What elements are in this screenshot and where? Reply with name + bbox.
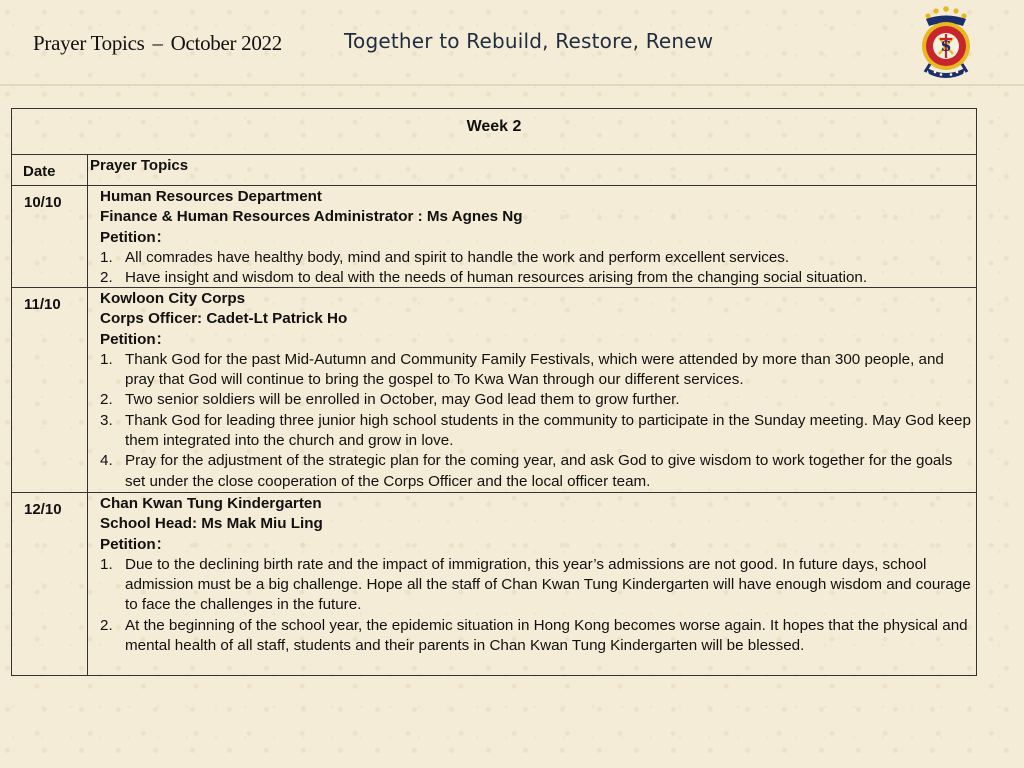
petition-list [100,555,972,656]
theme-heading: Together to Rebuild, Restore, Renew [344,29,714,53]
week-label: Week 2 [466,118,522,135]
entry-officer: Finance & Human Resources Administrator : Ms Agnes Ng [100,208,523,226]
entry-unit: Chan Kwan Tung Kindergarten [100,495,322,512]
petition-item: 2. Have insight and wisdom to deal with the needs of human resources arising from the changing social situation. [100,269,868,287]
petition-item: 4. Pray for the adjustment of the strategic plan for the coming year, and ask God to give wisdom to work together for the goals set under the close cooperation of the Corps Officer and the local officer team. [100,452,953,490]
entry-officer: School Head: Ms Mak Miu Ling [100,515,323,533]
prayer-entry [100,289,972,492]
petition-item: 1. Thank God for the past Mid-Autumn and Community Family Festivals, which were attended by more than 300 people, and pray that God will continue to bring the gospel to To Kwa Wan through our different services. [100,350,944,389]
petition-item: 3. Thank God for leading three junior high school students in the community to participate in the Sunday meeting. May God keep them integrated into the church and grow in love. [100,411,971,450]
entry-officer: Corps Officer: Cadet-Lt Patrick Ho [100,310,348,328]
petition-item: 1. All comrades have healthy body, mind and spirit to handle the work and perform excellent services. [100,248,790,266]
page-month: October 2022 [170,31,282,55]
header-title-group [33,31,282,56]
entry-petition-label: Petition： [100,535,171,553]
page-header [0,0,1024,86]
salvation-army-crest-icon [913,4,979,82]
column-header-topics: Prayer Topics [90,157,189,174]
svg-text:S: S [940,39,952,55]
title-separator: – [152,31,163,55]
column-header-date: Date [23,163,56,180]
petition-list [100,248,972,289]
divider [12,154,976,155]
prayer-table [11,108,977,676]
petition-item: 1. Due to the declining birth rate and the impact of immigration, this year’s admissions are not good. In future days, school admission must be a big challenge. Hope all the staff of Chan Kwan Tung Kindergarten will have enough wisdom and courage to face the challenges in the future. [100,555,971,614]
row-date: 10/10 [24,194,62,211]
entry-petition-label: Petition： [100,228,171,246]
page-title: Prayer Topics [33,31,145,55]
divider [12,492,976,493]
petition-list [100,350,972,492]
petition-item: 2. At the beginning of the school year, the epidemic situation in Hong Kong becomes worse again. It hopes that the physical and mental health of all staff, students and their parents in Chan Kwan Tung Kindergarten will be blessed. [100,616,968,655]
prayer-entry [100,494,972,656]
entry-petition-label: Petition： [100,330,171,348]
entry-unit: Human Resources Department [100,188,322,205]
prayer-entry [100,187,972,288]
divider [12,287,976,288]
petition-item: 2. Two senior soldiers will be enrolled in October, may God lead them to grow further. [100,391,680,409]
divider [12,185,976,186]
row-date: 12/10 [24,501,62,518]
entry-unit: Kowloon City Corps [100,290,246,307]
column-divider [87,154,88,676]
row-date: 11/10 [24,296,61,313]
